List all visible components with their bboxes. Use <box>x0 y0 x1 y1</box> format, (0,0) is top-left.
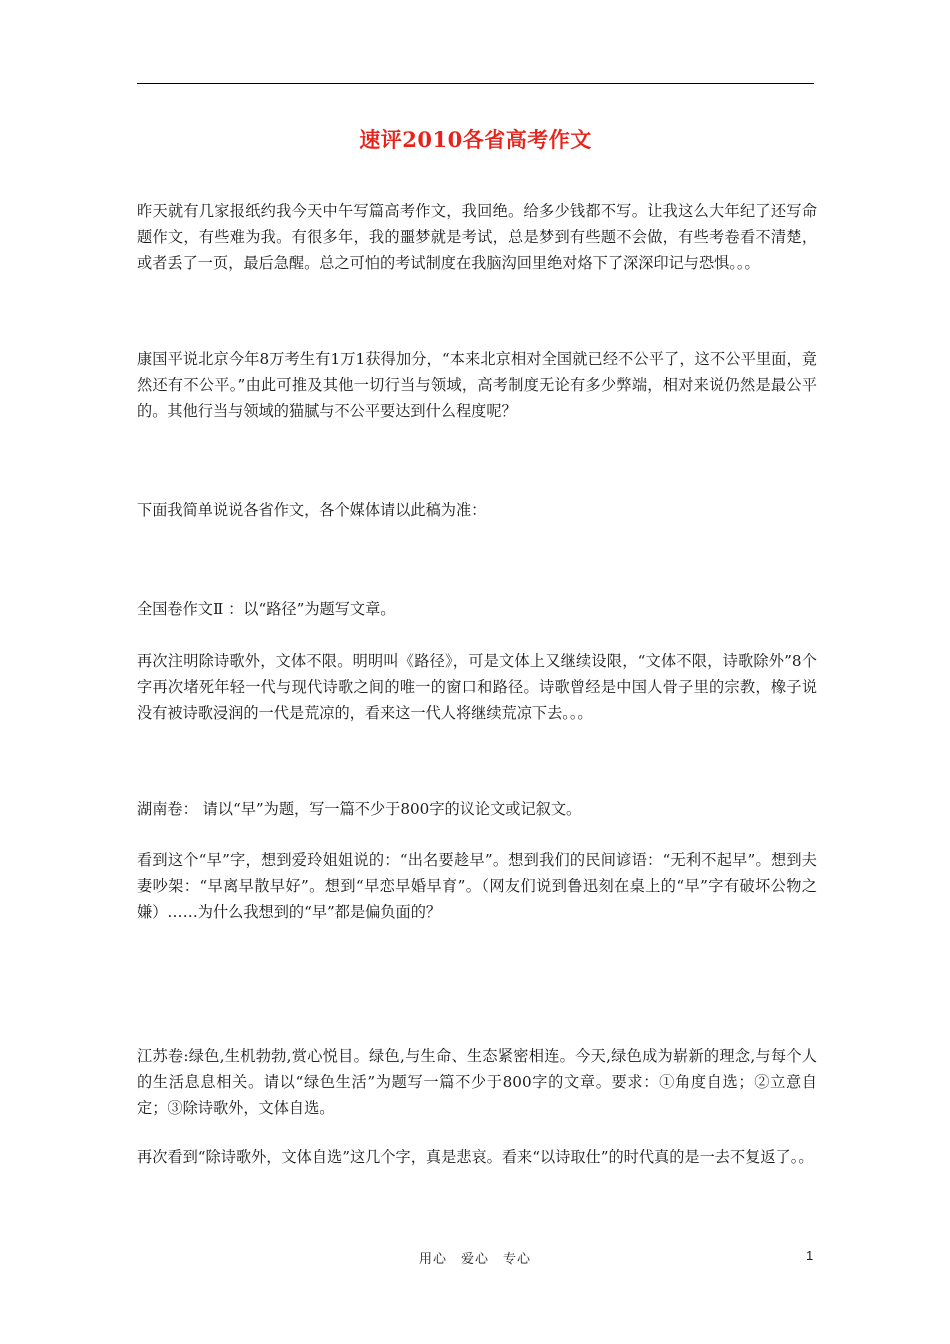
document-title: 速评2010各省高考作文 <box>359 127 592 152</box>
paragraph-national-prompt: 全国卷作文Ⅱ ：以“路径”为题写文章。 <box>137 600 396 618</box>
paragraph-hunan-comment: 看到这个“早”字，想到爱玲姐姐说的：“出名要趁早”。想到我们的民间谚语：“无利不起早”。想到夫妻吵架：“早离早散早好”。想到“早恋早婚早育”。（网友们说到鲁迅刻在桌上的“早”字有破坏公物之嫌）……为什么我想到的“早”都是偏负面的？ <box>137 851 817 921</box>
paragraph-hunan-prompt: 湖南卷： 请以“早”为题，写一篇不少于800字的议论文或记叙文。 <box>137 800 582 818</box>
footer-motto: 用心 爱心 专心 <box>418 1252 531 1267</box>
paragraph-national-comment: 再次注明除诗歌外，文体不限。明明叫《路径》，可是文体上又继续设限，“文体不限，诗歌除外”8个字再次堵死年轻一代与现代诗歌之间的唯一的窗口和路径。诗歌曾经是中国人骨子里的宗教，橡子说没有被诗歌浸润的一代是荒凉的，看来这一代人将继续荒凉下去。。。 <box>137 652 817 722</box>
paragraph-jiangsu-comment: 再次看到“除诗歌外，文体自选”这几个字，真是悲哀。看来“以诗取仕”的时代真的是一去不复返了。。 <box>137 1148 814 1166</box>
paragraph-overview: 下面我简单说说各省作文，各个媒体请以此稿为准： <box>137 501 487 519</box>
paragraph-jiangsu-prompt: 江苏卷:绿色,生机勃勃,赏心悦目。绿色,与生命、生态紧密相连。今天,绿色成为崭新的理念,与每个人的生活息息相关。请以“绿色生活”为题写一篇不少于800字的文章。要求：①角度自选；②立意自定；③除诗歌外，文体自选。 <box>137 1047 817 1117</box>
paragraph-kang-guoping: 康国平说北京今年8万考生有1万1获得加分，“本来北京相对全国就已经不公平了，这不公平里面，竟然还有不公平。”由此可推及其他一切行当与领域，高考制度无论有多少弊端，相对来说仍然是最公平的。其他行当与领域的猫腻与不公平要达到什么程度呢？ <box>137 350 817 420</box>
header-rule <box>137 83 814 84</box>
page-number: 1 <box>806 1248 814 1263</box>
paragraph-intro: 昨天就有几家报纸约我今天中午写篇高考作文，我回绝。给多少钱都不写。让我这么大年纪了还写命题作文，有些难为我。有很多年，我的噩梦就是考试，总是梦到有些题不会做，有些考卷看不清楚，或者丢了一页，最后急醒。总之可怕的考试制度在我脑沟回里绝对烙下了深深印记与恐惧。。。 <box>137 202 817 272</box>
